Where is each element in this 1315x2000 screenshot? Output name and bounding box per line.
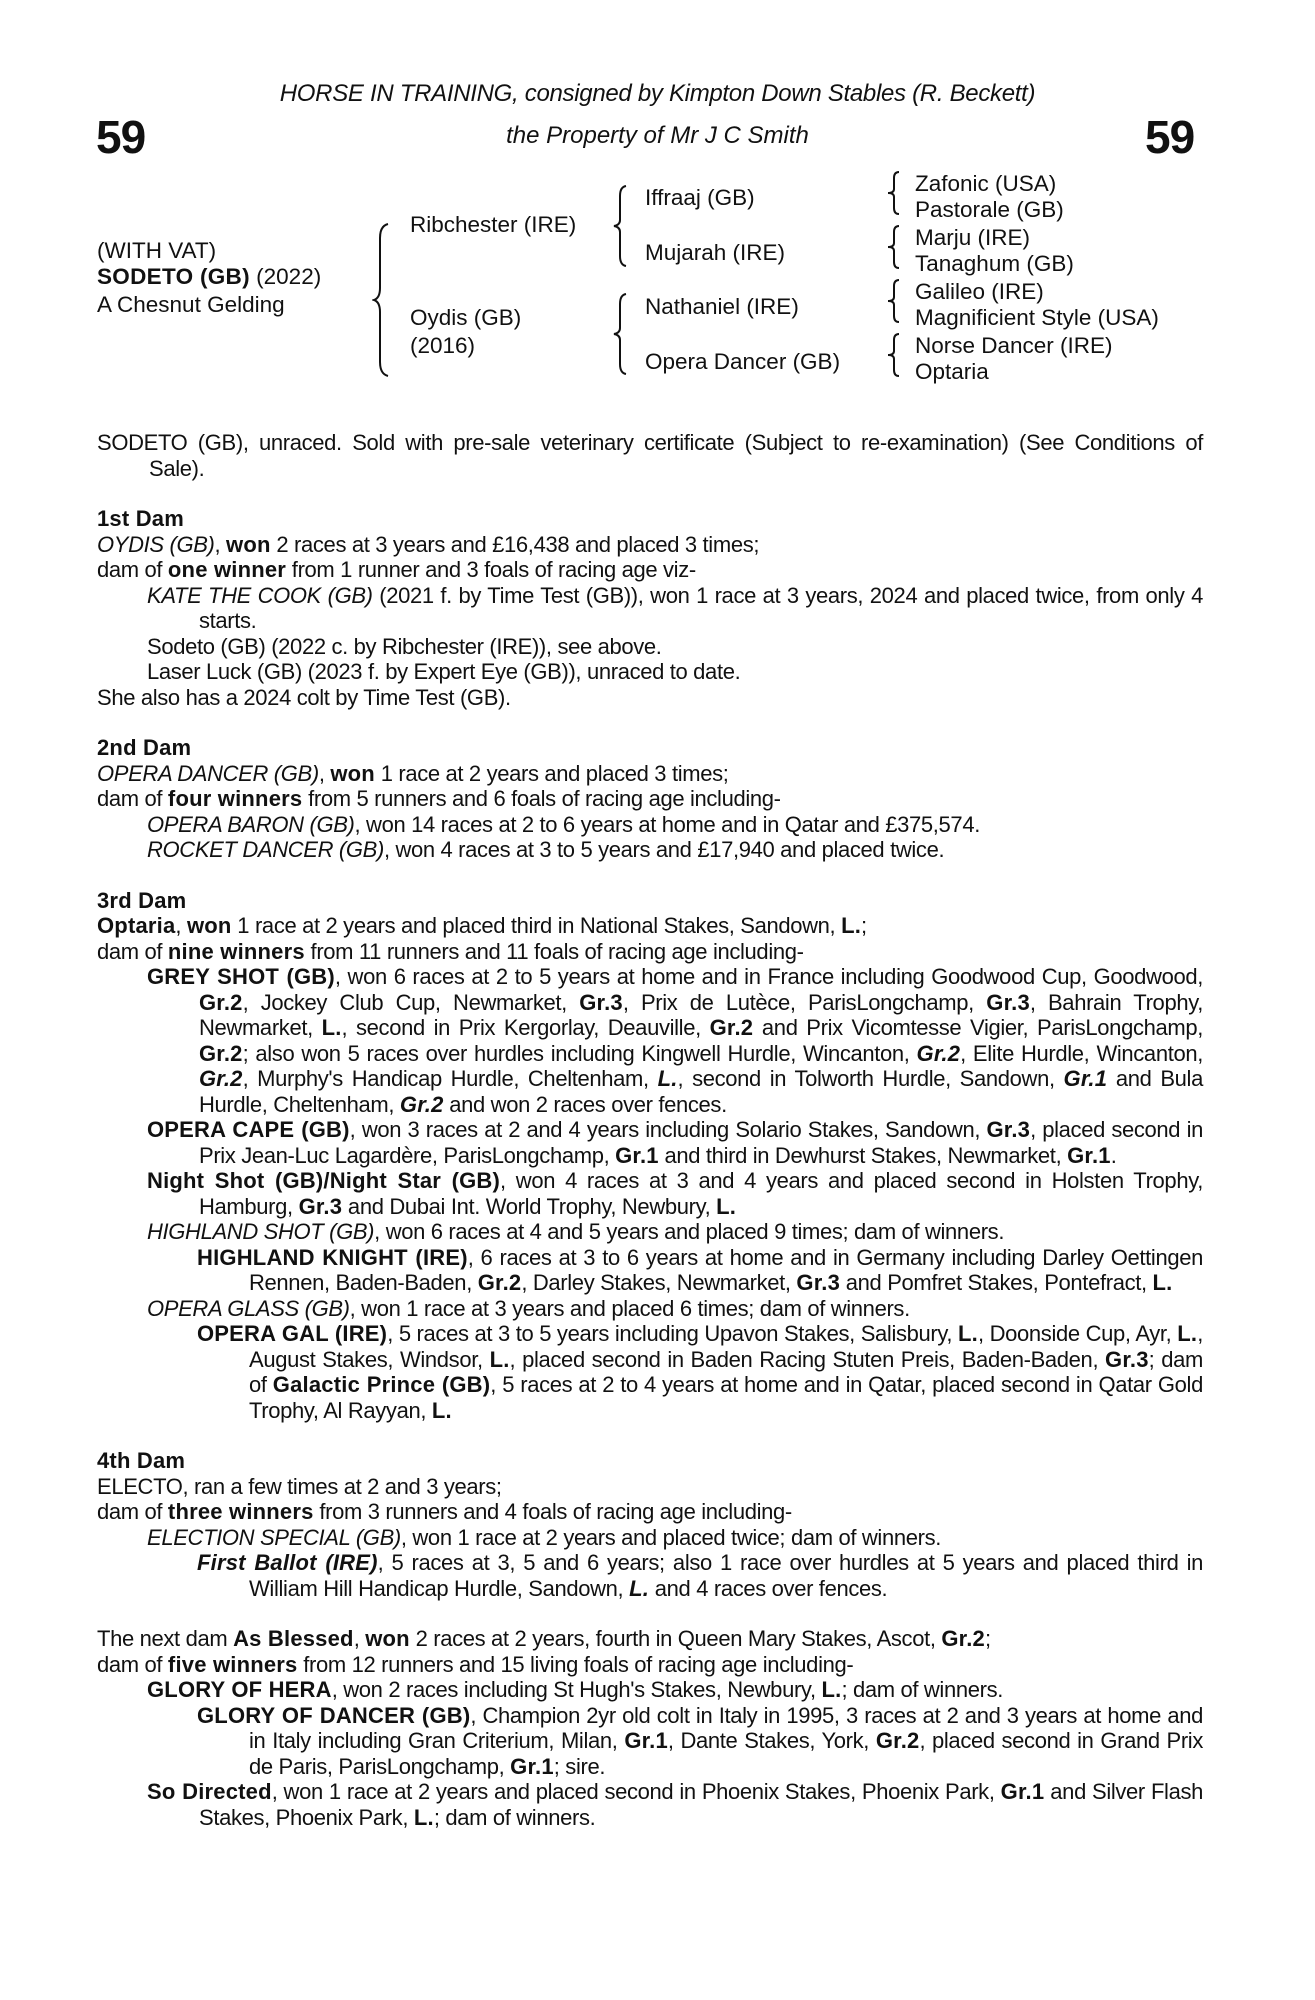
horse-name-italic: HIGHLAND SHOT (GB) xyxy=(147,1219,375,1244)
horse-description: A Chesnut Gelding xyxy=(97,292,285,317)
text-run: ; xyxy=(984,1626,991,1651)
emphasis-text: L. xyxy=(321,1015,342,1040)
text-run: SODETO (GB), unraced. Sold with pre-sale veterinary certificate (Subject to re-examination) (See Conditions of Sale). xyxy=(97,430,1203,481)
emphasis-text: L. xyxy=(841,913,862,938)
emphasis-text: one winner xyxy=(167,557,287,582)
text-run: and Prix Vicomtesse Vigier, ParisLongchamp, xyxy=(753,1015,1203,1040)
sire: Ribchester (IRE) xyxy=(410,212,577,237)
text-run: , placed second in Grand Prix de Paris, ParisLongchamp, xyxy=(249,1728,1203,1779)
intro-paragraph xyxy=(97,430,1203,481)
pedigree-paragraph xyxy=(97,557,1203,583)
emphasis-text: Night Shot (GB)/Night Star (GB) xyxy=(147,1168,501,1193)
pedigree-paragraph xyxy=(97,1626,1203,1652)
section-heading: 2nd Dam xyxy=(97,735,192,760)
horse-name-italic: ELECTION SPECIAL (GB) xyxy=(147,1524,401,1550)
emphasis-text: Gr.1 xyxy=(510,1753,554,1779)
gen3-ancestor: Tanaghum (GB) xyxy=(915,251,1074,276)
pedigree-paragraph xyxy=(97,761,1203,787)
emphasis-text: Gr.1 xyxy=(1063,1066,1108,1091)
emphasis-text: GLORY OF DANCER (GB) xyxy=(197,1702,471,1728)
emphasis-text: GREY SHOT (GB) xyxy=(147,964,335,989)
text-run: , won 6 races at 2 to 5 years at home and in France including Goodwood Cup, Goodwood, xyxy=(334,964,1203,989)
horse-name-italic: OPERA BARON (GB) xyxy=(147,811,355,837)
dam-sire: Nathaniel (IRE) xyxy=(645,294,799,319)
brace-gen1 xyxy=(372,222,392,378)
text-run: ; also won 5 races over hurdles including Kingwell Hurdle, Wincanton, xyxy=(242,1040,917,1066)
emphasis-text: L. xyxy=(716,1193,737,1219)
text-run: , xyxy=(214,531,227,557)
sire-sire: Iffraaj (GB) xyxy=(645,185,755,210)
text-run: , August Stakes, Windsor, xyxy=(249,1321,1204,1372)
emphasis-text: won xyxy=(365,1626,410,1651)
emphasis-text: HIGHLAND KNIGHT (IRE) xyxy=(197,1244,468,1270)
emphasis-text: Gr.3 xyxy=(986,1117,1031,1142)
emphasis-text: Gr.2 xyxy=(199,1066,243,1091)
emphasis-text: L. xyxy=(1152,1270,1173,1295)
text-run: , won 4 races at 3 and 4 years and placed second in Holsten Trophy, Hamburg, xyxy=(199,1168,1203,1219)
text-run: , Champion 2yr old colt in Italy in 1995, 3 races at 2 and 3 years at home and in Italy including Gran Criterium, Milan, xyxy=(249,1702,1203,1753)
text-run: , second in Tolworth Hurdle, Sandown, xyxy=(677,1066,1064,1091)
emphasis-text: Gr.1 xyxy=(615,1142,659,1168)
emphasis-text: won xyxy=(226,531,271,557)
gen3-ancestor: Norse Dancer (IRE) xyxy=(915,333,1113,358)
section-heading: 1st Dam xyxy=(97,506,184,531)
emphasis-text: L. xyxy=(958,1321,978,1346)
text-run: and Pomfret Stakes, Pontefract, xyxy=(840,1270,1153,1295)
text-run: Sodeto (GB) (2022 c. by Ribchester (IRE)), see above. xyxy=(147,633,662,659)
catalogue-body xyxy=(97,430,1203,1830)
gen3-ancestor: Magnificient Style (USA) xyxy=(915,305,1159,330)
pedigree-paragraph xyxy=(97,1117,1203,1168)
emphasis-text: Gr.1 xyxy=(1000,1779,1045,1804)
pedigree-paragraph xyxy=(97,532,1203,558)
text-run: ; dam of winners. xyxy=(841,1677,1004,1702)
text-run: dam of xyxy=(97,938,168,964)
pedigree-paragraph xyxy=(97,1245,1203,1296)
emphasis-text: won xyxy=(186,913,232,938)
emphasis-text: Gr.2 xyxy=(916,1040,961,1066)
text-run: from 1 runner and 3 foals of racing age viz- xyxy=(286,557,696,582)
text-run: (2021 f. by Time Test (GB)), won 1 race at 3 years, 2024 and placed twice, from only 4 starts. xyxy=(199,582,1203,633)
emphasis-text: Gr.3 xyxy=(1105,1346,1149,1372)
text-run: 2 races at 3 years and £16,438 and placed 3 times; xyxy=(270,531,760,557)
section-gap xyxy=(97,1601,1203,1626)
text-run: and Bula Hurdle, Cheltenham, xyxy=(199,1066,1203,1117)
emphasis-text: Galactic Prince (GB) xyxy=(272,1372,491,1397)
emphasis-text: Optaria xyxy=(97,913,176,938)
text-run: , placed second in Prix Jean-Luc Lagardère, ParisLongchamp, xyxy=(199,1117,1204,1168)
pedigree-paragraph xyxy=(97,1474,1203,1500)
text-run: The next dam xyxy=(97,1626,234,1651)
text-run: from 5 runners and 6 foals of racing age including- xyxy=(302,786,781,811)
dam-dam: Opera Dancer (GB) xyxy=(645,349,841,374)
pedigree-paragraph xyxy=(97,913,1203,939)
gen3-ancestor: Optaria xyxy=(915,359,989,384)
emphasis-text: Gr.2 xyxy=(941,1626,985,1651)
text-run: , placed second in Baden Racing Stuten Preis, Baden-Baden, xyxy=(509,1346,1106,1372)
text-run: , 5 races at 2 to 4 years at home and in Qatar, placed second in Qatar Gold Trophy, Al Rayyan, xyxy=(249,1372,1203,1423)
dam-year: (2016) xyxy=(410,333,476,358)
text-run: , xyxy=(318,760,331,786)
gen3-ancestor: Zafonic (USA) xyxy=(915,171,1057,196)
emphasis-text: Gr.1 xyxy=(1067,1142,1111,1168)
emphasis-text: Gr.3 xyxy=(796,1270,841,1295)
horse-name-italic: OPERA GLASS (GB) xyxy=(147,1295,350,1321)
text-run: 1 race at 2 years and placed third in National Stakes, Sandown, xyxy=(231,913,842,938)
text-run: ; dam of winners. xyxy=(433,1804,596,1830)
gen3-ancestor: Marju (IRE) xyxy=(915,225,1031,250)
text-run: . xyxy=(1110,1142,1117,1168)
lot-number-right: 59 xyxy=(1145,111,1195,163)
pedigree-paragraph xyxy=(97,1779,1203,1830)
pedigree-paragraph xyxy=(97,1703,1203,1780)
text-run: , won 1 race at 2 years and placed second in Phoenix Stakes, Phoenix Park, xyxy=(271,1779,1001,1804)
emphasis-text: five winners xyxy=(167,1651,298,1677)
text-run: , won 1 race at 2 years and placed twice; dam of winners. xyxy=(400,1524,941,1550)
emphasis-text: Gr.2 xyxy=(709,1015,754,1040)
pedigree-paragraph xyxy=(97,1296,1203,1322)
emphasis-text: Gr.3 xyxy=(298,1193,343,1219)
text-run: from 12 runners and 15 living foals of racing age including- xyxy=(297,1651,854,1677)
pedigree-paragraph xyxy=(97,634,1203,660)
text-run: from 3 runners and 4 foals of racing age including- xyxy=(313,1499,792,1524)
pedigree-paragraph xyxy=(97,812,1203,838)
text-run: , 6 races at 3 to 6 years at home and in Germany including Darley Oettingen Rennen, Baden-Baden, xyxy=(249,1244,1203,1295)
dam: Oydis (GB) xyxy=(410,305,522,330)
emphasis-text: So Directed xyxy=(147,1779,272,1804)
text-run: , Dante Stakes, York, xyxy=(667,1728,876,1753)
horse-title xyxy=(97,264,321,290)
text-run: dam of xyxy=(97,557,168,582)
text-run: , Murphy's Handicap Hurdle, Cheltenham, xyxy=(242,1066,658,1091)
emphasis-text: Gr.2 xyxy=(199,989,243,1015)
pedigree-paragraph xyxy=(97,1168,1203,1219)
brace-g3-3 xyxy=(886,278,902,324)
text-run: , won 6 races at 4 and 5 years and placed 9 times; dam of winners. xyxy=(374,1219,1005,1244)
section-heading: 4th Dam xyxy=(97,1448,186,1473)
text-run: , 5 races at 3 to 5 years including Upavon Stakes, Salisbury, xyxy=(387,1321,959,1346)
pedigree-paragraph xyxy=(97,1550,1203,1601)
emphasis-text: First Ballot (IRE) xyxy=(197,1550,378,1575)
emphasis-text: won xyxy=(330,760,375,786)
brace-dam xyxy=(612,292,630,376)
text-run: and Dubai Int. World Trophy, Newbury, xyxy=(342,1193,717,1219)
emphasis-text: L. xyxy=(431,1397,452,1423)
pedigree-paragraph xyxy=(97,1219,1203,1245)
horse-year: (2022) xyxy=(256,264,322,289)
emphasis-text: GLORY OF HERA xyxy=(147,1677,332,1702)
emphasis-text: nine winners xyxy=(167,938,305,964)
text-run: 2 races at 2 years, fourth in Queen Mary Stakes, Ascot, xyxy=(409,1626,942,1651)
text-run: from 11 runners and 11 foals of racing age including- xyxy=(304,938,804,964)
text-run: dam of xyxy=(97,786,168,811)
text-run: , won 14 races at 2 to 6 years at home and in Qatar and £375,574. xyxy=(354,811,980,837)
emphasis-text: Gr.3 xyxy=(579,989,623,1015)
text-run: and 4 races over fences. xyxy=(649,1575,888,1601)
text-run: dam of xyxy=(97,1499,168,1524)
horse-name: SODETO (GB) xyxy=(97,264,250,289)
pedigree-paragraph xyxy=(97,659,1203,685)
brace-g3-2 xyxy=(886,224,902,270)
text-run: , Jockey Club Cup, Newmarket, xyxy=(242,989,580,1015)
gen3-ancestor: Pastorale (GB) xyxy=(915,197,1064,222)
emphasis-text: As Blessed xyxy=(233,1626,354,1651)
emphasis-text: three winners xyxy=(167,1499,314,1524)
emphasis-text: L. xyxy=(821,1677,842,1702)
pedigree-paragraph xyxy=(97,1525,1203,1551)
text-run: Laser Luck (GB) (2023 f. by Expert Eye (GB)), unraced to date. xyxy=(147,659,741,684)
emphasis-text: L. xyxy=(1177,1321,1198,1346)
pedigree-paragraph xyxy=(97,1321,1203,1423)
emphasis-text: L. xyxy=(413,1804,434,1830)
vat-note: (WITH VAT) xyxy=(97,238,217,263)
catalogue-header-property: the Property of Mr J C Smith xyxy=(506,122,809,149)
text-run: , won 1 race at 3 years and placed 6 times; dam of winners. xyxy=(349,1295,910,1321)
text-run: , Bahrain Trophy, Newmarket, xyxy=(199,989,1203,1040)
text-run: , won 4 races at 3 to 5 years and £17,940 and placed twice. xyxy=(383,837,945,862)
text-run: , Prix de Lutèce, ParisLongchamp, xyxy=(622,989,987,1015)
gen3-ancestor: Galileo (IRE) xyxy=(915,279,1044,304)
emphasis-text: Gr.1 xyxy=(624,1728,668,1753)
emphasis-text: Gr.2 xyxy=(399,1091,444,1117)
emphasis-text: Gr.2 xyxy=(199,1040,243,1066)
text-run: , xyxy=(353,1626,366,1651)
emphasis-text: Gr.2 xyxy=(875,1728,920,1753)
pedigree-paragraph xyxy=(97,1652,1203,1678)
emphasis-text: Gr.3 xyxy=(986,989,1030,1015)
text-run: , xyxy=(175,913,187,938)
pedigree-paragraph xyxy=(97,685,1203,711)
brace-g3-1 xyxy=(886,170,902,216)
horse-name-italic: ROCKET DANCER (GB) xyxy=(147,837,384,862)
text-run: ; xyxy=(861,913,867,938)
emphasis-text: Gr.2 xyxy=(477,1270,522,1295)
text-run: ; sire. xyxy=(553,1753,606,1779)
text-run: 1 race at 2 years and placed 3 times; xyxy=(374,760,729,786)
emphasis-text: L. xyxy=(657,1066,678,1091)
sire-dam: Mujarah (IRE) xyxy=(645,240,786,265)
section-heading: 3rd Dam xyxy=(97,887,187,913)
emphasis-text: L. xyxy=(629,1575,650,1601)
text-run: , Elite Hurdle, Wincanton, xyxy=(960,1040,1203,1066)
brace-g3-4 xyxy=(886,332,902,378)
text-run: , 5 races at 3, 5 and 6 years; also 1 race over hurdles at 5 years and placed third in William Hill Handicap Hurdle, Sandown, xyxy=(249,1550,1203,1601)
pedigree-paragraph xyxy=(97,964,1203,1117)
text-run: ; dam of xyxy=(249,1346,1203,1397)
pedigree-paragraph xyxy=(97,1677,1203,1703)
emphasis-text: OPERA GAL (IRE) xyxy=(197,1321,388,1346)
pedigree-paragraph xyxy=(97,786,1203,812)
emphasis-text: four winners xyxy=(167,786,303,811)
pedigree-paragraph xyxy=(97,837,1203,863)
text-run: and Silver Flash Stakes, Phoenix Park, xyxy=(199,1779,1203,1830)
text-run: , Darley Stakes, Newmarket, xyxy=(521,1270,797,1295)
text-run: , won 3 races at 2 and 4 years including Solario Stakes, Sandown, xyxy=(349,1117,987,1142)
pedigree-paragraph xyxy=(97,939,1203,965)
text-run: and won 2 races over fences. xyxy=(443,1091,727,1117)
brace-sire xyxy=(612,184,630,268)
text-run: , Doonside Cup, Ayr, xyxy=(978,1321,1178,1346)
pedigree-paragraph xyxy=(97,583,1203,634)
lot-number-left: 59 xyxy=(96,111,146,163)
horse-name-italic: OYDIS (GB) xyxy=(97,531,215,557)
pedigree-paragraph xyxy=(97,1499,1203,1525)
text-run: ELECTO, ran a few times at 2 and 3 years; xyxy=(97,1473,502,1499)
text-run: and third in Dewhurst Stakes, Newmarket, xyxy=(658,1142,1068,1168)
emphasis-text: L. xyxy=(489,1346,510,1372)
text-run: She also has a 2024 colt by Time Test (GB). xyxy=(97,684,511,710)
text-run: , won 2 races including St Hugh's Stakes, Newbury, xyxy=(331,1677,822,1702)
catalogue-header-consignor: HORSE IN TRAINING, consigned by Kimpton Down Stables (R. Beckett) xyxy=(279,80,1036,107)
emphasis-text: OPERA CAPE (GB) xyxy=(147,1117,350,1142)
horse-name-italic: OPERA DANCER (GB) xyxy=(97,760,319,786)
text-run: dam of xyxy=(97,1651,168,1677)
text-run: , second in Prix Kergorlay, Deauville, xyxy=(341,1015,710,1040)
horse-name-italic: KATE THE COOK (GB) xyxy=(147,582,373,608)
